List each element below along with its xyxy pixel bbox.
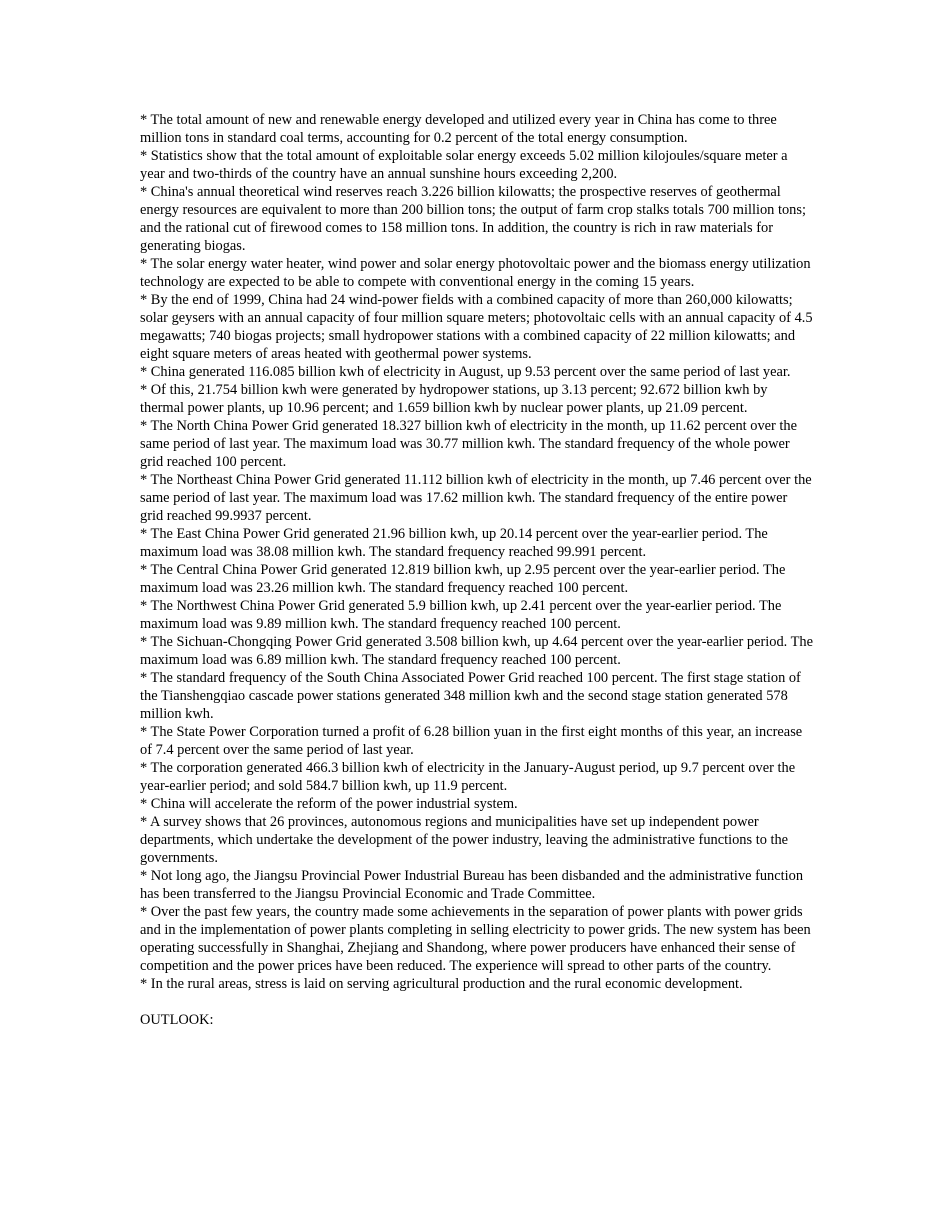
paragraph-renewable-energy-total: * The total amount of new and renewable energy developed and utilized every year in China has come to three million tons in standard coal terms, accounting for 0.2 percent of the total energy consumption.	[140, 112, 777, 146]
paragraph-corporation-generation: * The corporation generated 466.3 billion kwh of electricity in the January-August period, up 9.7 percent over the year-earlier period; and sold 584.7 billion kwh, up 11.9 percent.	[140, 760, 796, 794]
outlook-heading: OUTLOOK:	[140, 1012, 214, 1028]
paragraph-renewable-technology: * The solar energy water heater, wind power and solar energy photovoltaic power and the biomass energy utilization technology are expected to be able to compete with conventional energy in the coming 15 years.	[140, 256, 811, 290]
paragraph-provincial-survey: * A survey shows that 26 provinces, autonomous regions and municipalities have set up independent power departments, which undertake the development of the power industry, leaving the administrative functions to the governments.	[140, 814, 789, 866]
paragraph-solar-energy-statistics: * Statistics show that the total amount of exploitable solar energy exceeds 5.02 million kilojoules/square meter a year and two-thirds of the country have an annual sunshine hours exceeding 2,200.	[140, 148, 788, 182]
paragraph-wind-reserves: * China's annual theoretical wind reserves reach 3.226 billion kilowatts; the prospective reserves of geothermal energy resources are equivalent to more than 200 billion tons; the output of farm crop stalks totals 700 million tons; and the rational cut of firewood comes to 158 million tons. In addition, the country is rich in raw materials for generating biogas.	[140, 184, 806, 254]
document-body	[140, 111, 814, 1029]
paragraph-central-china-grid: * The Central China Power Grid generated 12.819 billion kwh, up 2.95 percent over the year-earlier period. The maximum load was 23.26 million kwh. The standard frequency reached 100 percent.	[140, 562, 786, 596]
paragraph-northeast-china-grid: * The Northeast China Power Grid generated 11.112 billion kwh of electricity in the month, up 7.46 percent over the same period of last year. The maximum load was 17.62 million kwh. The standard frequency of the entire power grid reached 99.9937 percent.	[140, 472, 812, 524]
paragraph-generation-breakdown: * Of this, 21.754 billion kwh were generated by hydropower stations, up 3.13 percent; 92.672 billion kwh by thermal power plants, up 10.96 percent; and 1.659 billion kwh by nuclear power plants, up 21.09 percent.	[140, 382, 768, 416]
paragraph-jiangsu-bureau: * Not long ago, the Jiangsu Provincial Power Industrial Bureau has been disbanded and the administrative function has been transferred to the Jiangsu Provincial Economic and Trade Committee.	[140, 868, 804, 902]
paragraph-separation-achievements: * Over the past few years, the country made some achievements in the separation of power plants with power grids and in the implementation of power plants completing in selling electricity to power grids. The new system has been operating successfully in Shanghai, Zhejiang and Shandong, where power producers have enhanced their sense of competition and the power prices have been reduced. The experience will spread to other parts of the country.	[140, 904, 811, 974]
paragraph-northwest-china-grid: * The Northwest China Power Grid generated 5.9 billion kwh, up 2.41 percent over the year-earlier period. The maximum load was 9.89 million kwh. The standard frequency reached 100 percent.	[140, 598, 782, 632]
paragraph-power-reform: * China will accelerate the reform of the power industrial system.	[140, 796, 518, 812]
paragraph-south-china-grid: * The standard frequency of the South China Associated Power Grid reached 100 percent. The first stage station of the Tianshengqiao cascade power stations generated 348 million kwh and the second stage station generated 578 million kwh.	[140, 670, 801, 722]
paragraph-august-generation: * China generated 116.085 billion kwh of electricity in August, up 9.53 percent over the same period of last year.	[140, 364, 791, 380]
paragraph-rural-areas: * In the rural areas, stress is laid on serving agricultural production and the rural economic development.	[140, 976, 743, 992]
paragraph-north-china-grid: * The North China Power Grid generated 18.327 billion kwh of electricity in the month, up 11.62 percent over the same period of last year. The maximum load was 30.77 million kwh. The standard frequency of the whole power grid reached 100 percent.	[140, 418, 798, 470]
paragraph-east-china-grid: * The East China Power Grid generated 21.96 billion kwh, up 20.14 percent over the year-earlier period. The maximum load was 38.08 million kwh. The standard frequency reached 99.991 percent.	[140, 526, 768, 560]
paragraph-sichuan-chongqing-grid: * The Sichuan-Chongqing Power Grid generated 3.508 billion kwh, up 4.64 percent over the year-earlier period. The maximum load was 6.89 million kwh. The standard frequency reached 100 percent.	[140, 634, 813, 668]
paragraph-state-power-profit: * The State Power Corporation turned a profit of 6.28 billion yuan in the first eight months of this year, an increase of 7.4 percent over the same period of last year.	[140, 724, 803, 758]
paragraph-wind-power-fields: * By the end of 1999, China had 24 wind-power fields with a combined capacity of more than 260,000 kilowatts; solar geysers with an annual capacity of four million square meters; photovoltaic cells with an annual capacity of 4.5 megawatts; 740 biogas projects; small hydropower stations with a combined capacity of 22 million kilowatts; and eight square meters of areas heated with geothermal power systems.	[140, 292, 813, 362]
